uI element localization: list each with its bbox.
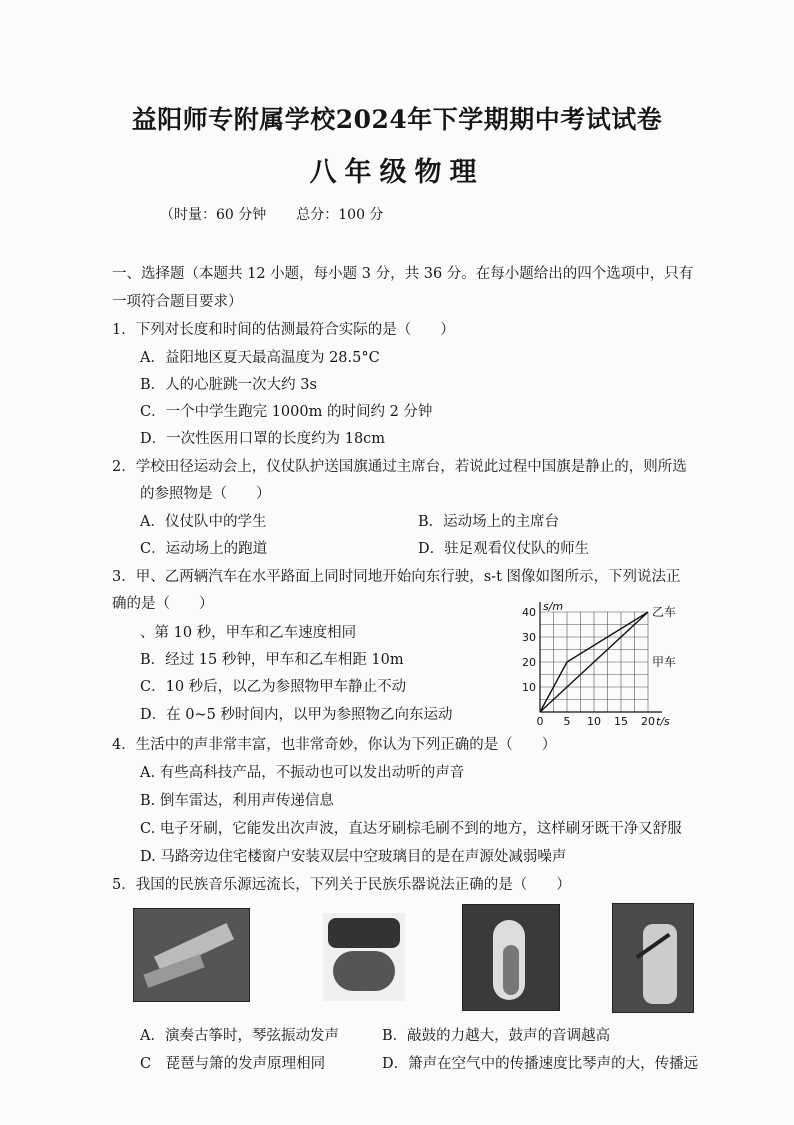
y-tick-label: 10 <box>522 681 536 694</box>
question-2-stem: 2．学校田径运动会上，仪仗队护送国旗通过主席台，若说此过程中国旗是静止的，则所选 <box>112 459 687 475</box>
x-tick-label: 20 <box>641 715 655 728</box>
exam-score: 总分：100 分 <box>296 207 384 223</box>
section-heading-cont: 一项符合题目要求） <box>112 294 243 310</box>
q5-option-d: D．箫声在空气中的传播速度比琴声的大，传播远 <box>382 1056 699 1072</box>
st-graph <box>510 600 710 730</box>
question-2-stem-cont: 的参照物是（ ） <box>140 486 271 502</box>
question-5-stem: 5．我国的民族音乐源远流长，下列关于民族乐器说法正确的是（ ） <box>112 877 571 893</box>
drum-photo <box>323 913 405 1001</box>
section-heading: 一、选择题（本题共 12 小题，每小题 3 分，共 36 分。在每小题给出的四个选项中，只有 <box>112 266 694 282</box>
q2-option-d: D．驻足观看仪仗队的师生 <box>418 541 590 557</box>
guzheng-photo <box>133 908 250 1002</box>
q1-option-a: A．益阳地区夏天最高温度为 28.5°C <box>140 350 380 366</box>
q4-option-c: C. 电子牙刷，它能发出次声波，直达牙刷棕毛刷不到的地方，这样刷牙既干净又舒服 <box>140 821 682 837</box>
exam-time: （时量：60 分钟 <box>160 207 267 223</box>
question-3-stem-cont: 确的是（ ） <box>112 596 214 612</box>
y-tick-label: 20 <box>522 656 536 669</box>
q5-option-a: A．演奏古筝时，琴弦振动发声 <box>140 1028 339 1044</box>
x-tick-label: 5 <box>563 715 571 728</box>
q3-option-a: 、第 10 秒，甲车和乙车速度相同 <box>140 625 357 641</box>
q4-option-d: D. 马路旁边住宅楼窗户安装双层中空玻璃目的是在声源处减弱噪声 <box>140 849 567 865</box>
y-tick-label: 40 <box>522 606 536 619</box>
q3-option-b: B．经过 15 秒钟，甲车和乙车相距 10m <box>140 652 404 668</box>
q4-option-a: A. 有些高科技产品，不振动也可以发出动听的声音 <box>140 765 465 781</box>
q3-option-d: D．在 0~5 秒时间内，以甲为参照物乙向东运动 <box>140 707 453 723</box>
exam-title: 益阳师专附属学校2024年下学期期中考试试卷 <box>131 105 663 134</box>
question-4-stem: 4．生活中的声非常丰富，也非常奇妙，你认为下列正确的是（ ） <box>112 737 557 753</box>
y-axis-label: s/m <box>543 600 564 613</box>
x-tick-label: 0 <box>536 715 544 728</box>
q1-option-d: D．一次性医用口罩的长度约为 18cm <box>140 431 386 447</box>
exam-meta <box>160 204 413 224</box>
q1-option-c: C．一个中学生跑完 1000m 的时间约 2 分钟 <box>140 404 433 420</box>
q4-option-b: B. 倒车雷达，利用声传递信息 <box>140 793 334 809</box>
q2-option-a: A．仪仗队中的学生 <box>140 514 267 530</box>
q2-option-b: B．运动场上的主席台 <box>418 514 560 530</box>
q2-option-c: C．运动场上的跑道 <box>140 541 268 557</box>
q5-option-c: C 琵琶与箫的发声原理相同 <box>140 1056 326 1072</box>
question-1-stem: 1．下列对长度和时间的估测最符合实际的是（ ） <box>112 322 455 338</box>
q5-option-b: B．敲鼓的力越大，鼓声的音调越高 <box>382 1028 611 1044</box>
x-tick-label: 15 <box>614 715 628 728</box>
q3-option-c: C．10 秒后，以乙为参照物甲车静止不动 <box>140 679 407 695</box>
exam-subject: 八年级物理 <box>309 157 485 188</box>
y-tick-label: 30 <box>522 631 536 644</box>
series-label-yi: 乙车 <box>652 605 677 619</box>
pipa-photo <box>462 904 560 1011</box>
question-3-stem: 3．甲、乙两辆汽车在水平路面上同时同地开始向东行驶，s-t 图像如图所示，下列说法正 <box>112 569 681 585</box>
q1-option-b: B．人的心脏跳一次大约 3s <box>140 377 317 393</box>
series-label-jia: 甲车 <box>652 655 677 669</box>
xiao-flute-photo <box>612 903 694 1013</box>
x-axis-label: t/s <box>656 715 670 728</box>
x-tick-label: 10 <box>587 715 601 728</box>
